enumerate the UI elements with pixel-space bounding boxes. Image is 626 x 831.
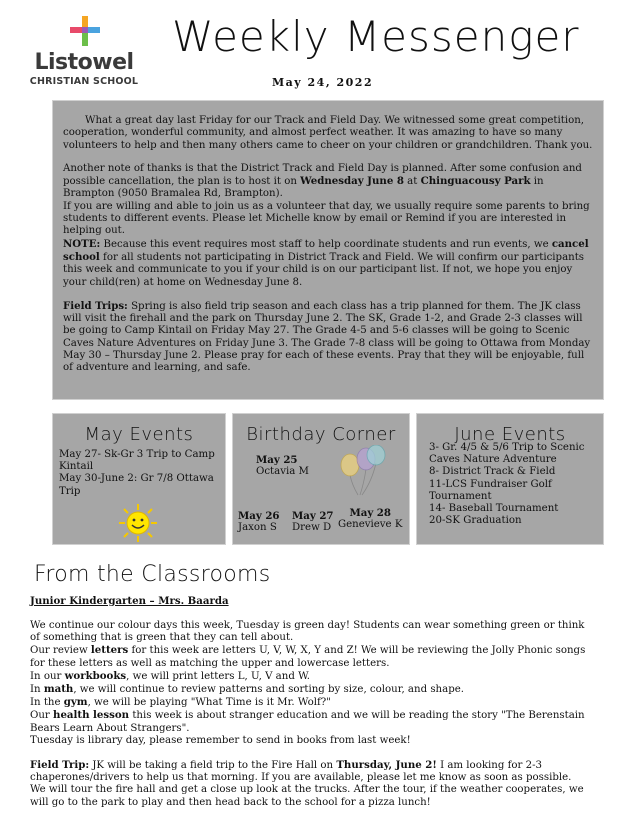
jk-line: In our workbooks, we will print letters L, U, V and W. bbox=[30, 669, 311, 682]
june-event-item: 8- District Track & Field bbox=[429, 466, 556, 478]
field-trips-paragraph: Field Trips: Spring is also field trip season and each class has a trip planned for them. The JK class will visit the firehall and the park on Thursday June 2. The SK, Grade 1-2, and Grade 2-3 classes will be going to Camp Kintail on Friday May 27. The Grade 4-5 and 5-6 classes will be going to Scenic Caves Nature Adventures on Friday June 3. The Grade 7-8 class will be going to Ottawa from Monday May 30 – Thursday June 2. Please pray for each of these events. Pray that they will be enjoyable, full of adventure and learning, and safe. bbox=[63, 299, 591, 374]
june-event-item: 14- Baseball Tournament bbox=[429, 503, 559, 515]
jk-line: Our health lesson this week is about stranger education and we will be reading the story "The Berenstain Bears Learn About Strangers". bbox=[30, 709, 585, 734]
intro-panel bbox=[52, 100, 604, 400]
jk-field-trip: Field Trip: JK will be taking a field trip to the Fire Hall on Thursday, June 2! I am looking for 2-3 chaperones/drivers to help us that morning. If you are available, please let me know as soon as possible. We will tour the fire hall and get a close up look at the trucks. After the tour, if the weather cooperates, we will go to the park to play and then head back to the school for a pizza lunch! bbox=[30, 759, 584, 808]
birthday-corner-title: Birthday Corner bbox=[246, 424, 396, 445]
newsletter-date: May 24, 2022 bbox=[272, 76, 374, 89]
note-paragraph: NOTE: Because this event requires most staff to help coordinate students and run events, we cancel school for all students not participating in District Track and Field. We will confirm our participants this week and communicate to you if your child is on our participant list. If not, we hope you enjoy your child(ren) at home on Wednesday June 8. bbox=[63, 237, 589, 288]
logo-name: Listowel bbox=[34, 50, 134, 75]
volunteer-paragraph: If you are willing and able to join us as a volunteer that day, we usually require some parents to bring students to different events. Please let Michelle know by email or Remind if you are interested in helping out. bbox=[63, 200, 590, 237]
birthday-entry: May 26 Jaxon S bbox=[238, 510, 280, 533]
jk-line: Our review letters for this week are letters U, V, W, X, Y and Z! We will be reviewing the Jolly Phonic songs for these letters as well as matching the upper and lowercase letters. bbox=[30, 644, 586, 669]
intro-paragraph: What a great day last Friday for our Track and Field Day. We witnessed some great competition, cooperation, wonderful community, and almost perfect weather. It was amazing to have so many volunteers to help and then many others came to cheer on your children or grandchildren. Thank you. bbox=[63, 115, 593, 151]
cross-logo-icon bbox=[68, 14, 102, 48]
jk-line: We continue our colour days this week, Tuesday is green day! Students can wear something green or think of something that is green that they can tell about. bbox=[30, 620, 585, 644]
may-event-item: May 30-June 2: Gr 7/8 Ottawa Trip bbox=[59, 473, 214, 497]
jk-line: In math, we will continue to review patterns and sorting by size, colour, and shape. bbox=[30, 683, 464, 696]
balloons-icon bbox=[336, 445, 388, 497]
smiling-sun-icon bbox=[118, 503, 158, 543]
classrooms-heading: From the Classrooms bbox=[34, 562, 271, 587]
birthday-entry: May 28 Genevieve K bbox=[338, 507, 403, 530]
may-events-title: May Events bbox=[84, 424, 194, 445]
june-event-item: 3- Gr. 4/5 & 5/6 Trip to Scenic Caves Nature Adventure bbox=[429, 442, 585, 466]
june-event-item: 11-LCS Fundraiser Golf Tournament bbox=[429, 478, 552, 502]
may-event-item: May 27- Sk-Gr 3 Trip to Camp Kintail bbox=[59, 449, 215, 473]
june-events-title: June Events bbox=[454, 424, 566, 445]
jk-heading: Junior Kindergarten – Mrs. Baarda bbox=[30, 595, 229, 607]
june-events-panel bbox=[416, 413, 604, 545]
school-logo bbox=[24, 14, 144, 86]
jk-line: In the gym, we will be playing "What Time is it Mr. Wolf?" bbox=[30, 696, 331, 709]
district-paragraph: Another note of thanks is that the District Track and Field Day is planned. After some confusion and possible cancellation, the plan is to host it on Wednesday June 8 at Chinguacousy Park in Brampton (9050 Bramalea Rd, Brampton). bbox=[63, 162, 582, 200]
logo-subtitle: CHRISTIAN SCHOOL bbox=[29, 76, 139, 87]
june-event-item: 20-SK Graduation bbox=[429, 515, 522, 527]
jk-line: Tuesday is library day, please remember to send in books from last week! bbox=[30, 734, 411, 746]
birthday-entry: May 27 Drew D bbox=[292, 510, 334, 533]
newsletter-title: Weekly Messenger bbox=[172, 12, 580, 61]
jk-section bbox=[30, 620, 590, 809]
birthday-entry: May 25 Octavia M bbox=[256, 454, 309, 477]
